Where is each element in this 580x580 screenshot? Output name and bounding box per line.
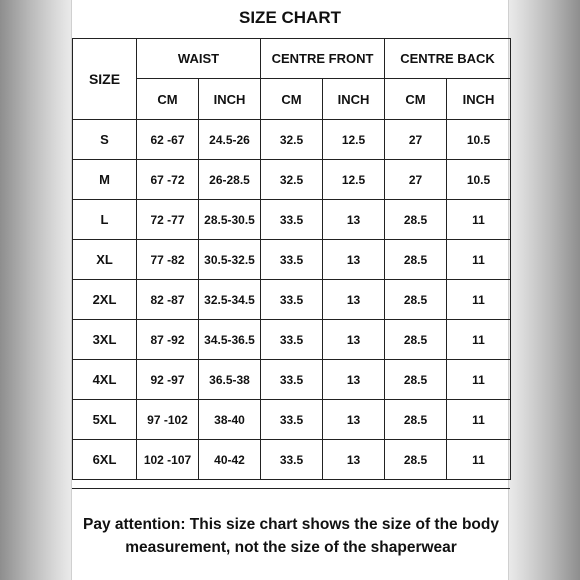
centre-front-inch-cell: 13 — [323, 360, 385, 400]
waist-inch-cell: 40-42 — [199, 440, 261, 480]
size-cell: 2XL — [73, 280, 137, 320]
table-row — [73, 280, 511, 320]
size-cell: 6XL — [73, 440, 137, 480]
table-row — [73, 240, 511, 280]
waist-inch-cell: 28.5-30.5 — [199, 200, 261, 240]
centre-front-inch-cell: 13 — [323, 280, 385, 320]
table-row — [73, 200, 511, 240]
centre-back-inch-cell: 10.5 — [447, 120, 511, 160]
waist-inch-cell: 26-28.5 — [199, 160, 261, 200]
centre-back-cm-cell: 27 — [385, 120, 447, 160]
centre-front-inch-cell: 12.5 — [323, 120, 385, 160]
centre-back-cm-cell: 27 — [385, 160, 447, 200]
size-chart-table — [72, 38, 511, 480]
centre-back-inch-cell: 11 — [447, 440, 511, 480]
centre-back-inch-header: INCH — [447, 79, 511, 120]
waist-group-header: WAIST — [137, 39, 261, 79]
centre-front-group-header: CENTRE FRONT — [261, 39, 385, 79]
centre-front-cm-header: CM — [261, 79, 323, 120]
centre-back-cm-cell: 28.5 — [385, 200, 447, 240]
note-line-1: Pay attention: This size chart shows the size of the body — [83, 516, 499, 533]
waist-cm-cell: 67 -72 — [137, 160, 199, 200]
centre-front-cm-cell: 33.5 — [261, 240, 323, 280]
centre-back-cm-cell: 28.5 — [385, 400, 447, 440]
table-row — [73, 120, 511, 160]
centre-front-cm-cell: 33.5 — [261, 320, 323, 360]
size-chart-sheet — [71, 0, 509, 580]
size-rows — [73, 120, 511, 480]
waist-cm-cell: 92 -97 — [137, 360, 199, 400]
centre-back-cm-cell: 28.5 — [385, 320, 447, 360]
waist-cm-cell: 97 -102 — [137, 400, 199, 440]
waist-inch-cell: 34.5-36.5 — [199, 320, 261, 360]
waist-cm-cell: 77 -82 — [137, 240, 199, 280]
size-cell: S — [73, 120, 137, 160]
table-row — [73, 160, 511, 200]
waist-cm-header: CM — [137, 79, 199, 120]
centre-front-cm-cell: 33.5 — [261, 440, 323, 480]
centre-front-cm-cell: 33.5 — [261, 200, 323, 240]
centre-front-inch-cell: 13 — [323, 320, 385, 360]
waist-cm-cell: 102 -107 — [137, 440, 199, 480]
waist-inch-cell: 24.5-26 — [199, 120, 261, 160]
table-row — [73, 360, 511, 400]
centre-back-cm-header: CM — [385, 79, 447, 120]
waist-inch-cell: 36.5-38 — [199, 360, 261, 400]
centre-back-inch-cell: 10.5 — [447, 160, 511, 200]
note-line-2: measurement, not the size of the shaperwear — [125, 539, 457, 556]
centre-front-inch-cell: 13 — [323, 240, 385, 280]
measurement-note — [72, 488, 510, 580]
centre-back-cm-cell: 28.5 — [385, 360, 447, 400]
centre-front-cm-cell: 33.5 — [261, 280, 323, 320]
table-row — [73, 440, 511, 480]
size-cell: M — [73, 160, 137, 200]
table-row — [73, 320, 511, 360]
waist-inch-cell: 32.5-34.5 — [199, 280, 261, 320]
centre-back-inch-cell: 11 — [447, 240, 511, 280]
centre-front-cm-cell: 32.5 — [261, 120, 323, 160]
waist-cm-cell: 82 -87 — [137, 280, 199, 320]
centre-back-inch-cell: 11 — [447, 320, 511, 360]
centre-front-inch-header: INCH — [323, 79, 385, 120]
size-cell: 4XL — [73, 360, 137, 400]
centre-back-inch-cell: 11 — [447, 400, 511, 440]
size-cell: 3XL — [73, 320, 137, 360]
centre-back-cm-cell: 28.5 — [385, 440, 447, 480]
centre-back-cm-cell: 28.5 — [385, 240, 447, 280]
centre-back-group-header: CENTRE BACK — [385, 39, 511, 79]
chart-title: SIZE CHART — [239, 8, 341, 27]
waist-cm-cell: 87 -92 — [137, 320, 199, 360]
centre-front-cm-cell: 33.5 — [261, 360, 323, 400]
waist-inch-header: INCH — [199, 79, 261, 120]
size-cell: XL — [73, 240, 137, 280]
centre-front-cm-cell: 33.5 — [261, 400, 323, 440]
centre-back-inch-cell: 11 — [447, 280, 511, 320]
centre-front-inch-cell: 13 — [323, 440, 385, 480]
waist-cm-cell: 72 -77 — [137, 200, 199, 240]
centre-front-inch-cell: 13 — [323, 400, 385, 440]
table-row — [73, 400, 511, 440]
size-column-header: SIZE — [73, 39, 137, 120]
centre-front-cm-cell: 32.5 — [261, 160, 323, 200]
size-cell: L — [73, 200, 137, 240]
waist-inch-cell: 38-40 — [199, 400, 261, 440]
centre-back-inch-cell: 11 — [447, 200, 511, 240]
waist-inch-cell: 30.5-32.5 — [199, 240, 261, 280]
centre-front-inch-cell: 12.5 — [323, 160, 385, 200]
centre-back-cm-cell: 28.5 — [385, 280, 447, 320]
size-cell: 5XL — [73, 400, 137, 440]
waist-cm-cell: 62 -67 — [137, 120, 199, 160]
centre-front-inch-cell: 13 — [323, 200, 385, 240]
centre-back-inch-cell: 11 — [447, 360, 511, 400]
